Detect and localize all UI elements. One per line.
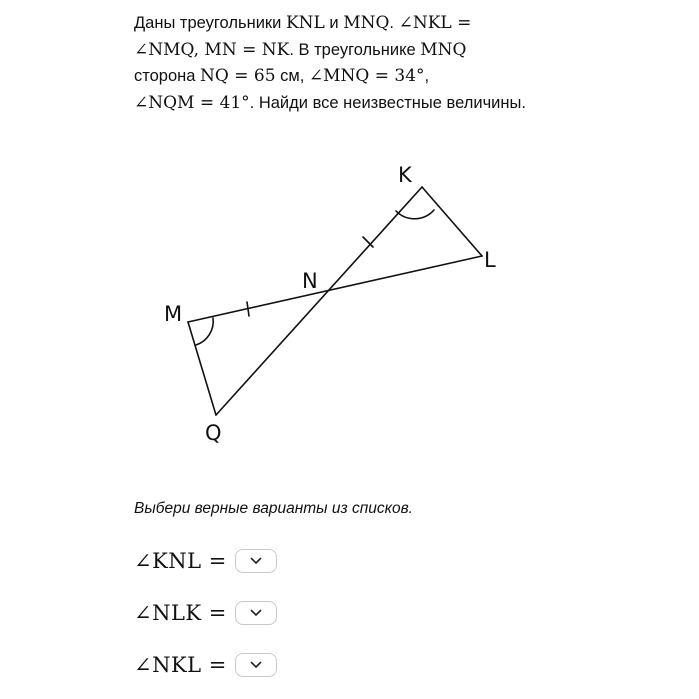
vertex-label-Q: Q [205, 421, 222, 445]
text-segment: , [424, 67, 430, 85]
answer-row-NLK [134, 601, 277, 625]
answer-row-NKL [134, 653, 277, 677]
segment-MQ [188, 322, 216, 415]
math-segment: ∠MNQ = 34° [308, 66, 425, 86]
math-segment: ∠NKL = [398, 13, 472, 33]
angle-KNL-dropdown[interactable] [235, 549, 277, 573]
segment-ML [188, 256, 482, 322]
angle-NKL-dropdown[interactable] [235, 653, 277, 677]
text-segment: см, [275, 67, 309, 85]
text-segment: . В треугольнике [289, 40, 421, 59]
chevron-down-icon [250, 609, 262, 617]
segment-KQ [216, 187, 422, 415]
math-segment: MNQ [420, 39, 467, 60]
text-segment: и [324, 14, 344, 32]
tick-mark-MN [247, 302, 249, 316]
text-segment: сторона [134, 67, 201, 85]
vertex-label-N: N [302, 269, 318, 293]
segment-KL [422, 187, 482, 256]
vertex-label-M: M [164, 302, 183, 326]
math-segment: MNQ [343, 13, 390, 33]
answer-label: ∠NKL = [134, 653, 227, 677]
angle-NLK-dropdown[interactable] [235, 601, 277, 625]
vertex-label-K: K [398, 163, 412, 187]
answer-label: ∠KNL = [134, 549, 227, 573]
math-segment: KNL [285, 13, 325, 33]
math-segment: ∠NQM = 41° [134, 92, 250, 113]
text-segment: . Найди все неизвестные величины. [249, 93, 526, 112]
angle-arc-K [396, 210, 434, 219]
math-segment: NQ = 65 [200, 66, 276, 86]
chevron-down-icon [250, 661, 262, 669]
answer-row-KNL [134, 549, 277, 573]
text-segment: . [389, 14, 399, 32]
chevron-down-icon [250, 557, 262, 565]
math-segment: ∠NMQ, MN = NK [134, 39, 290, 60]
angle-arc-M [196, 318, 213, 345]
text-segment: Даны треугольники [134, 14, 286, 32]
vertex-label-L: L [484, 248, 496, 272]
instruction-text: Выбери верные варианты из списков. [134, 500, 413, 517]
answer-label: ∠NLK = [134, 601, 227, 625]
